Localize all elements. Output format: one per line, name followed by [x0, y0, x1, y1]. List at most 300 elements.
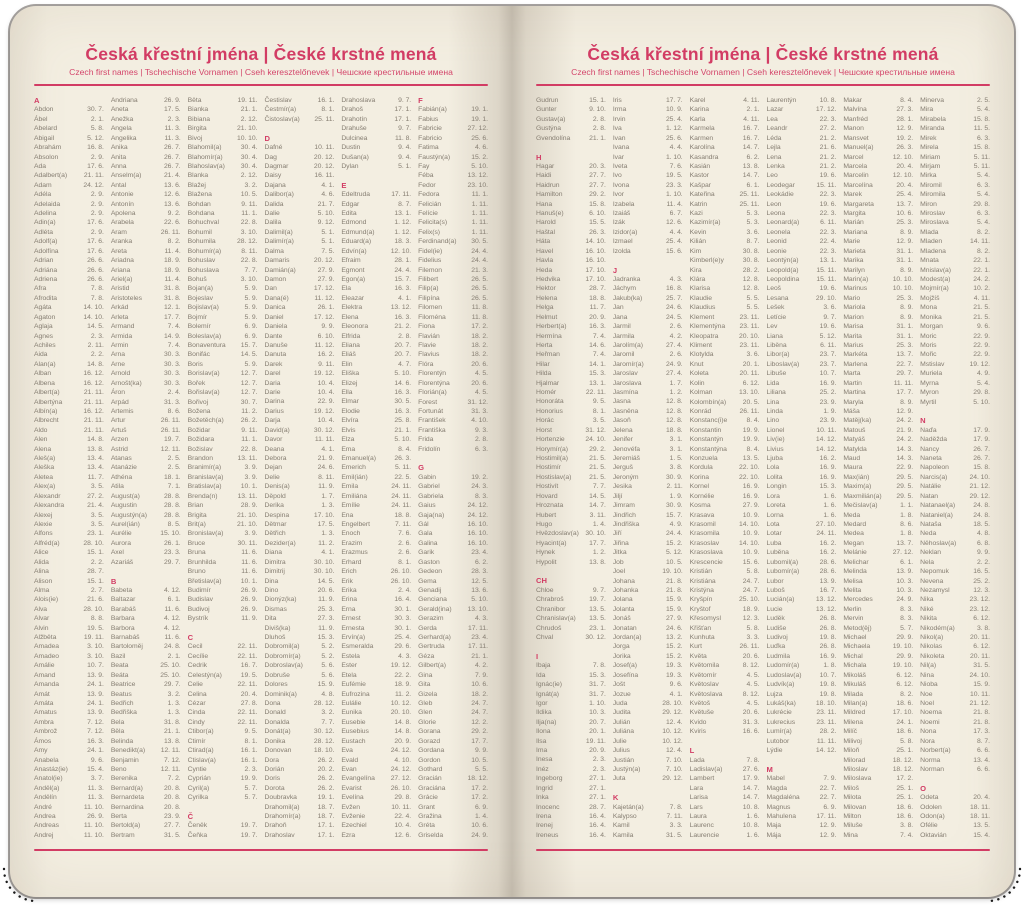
- given-name: Marek: [843, 191, 862, 199]
- name-day-date: 8. 6.: [167, 407, 181, 415]
- given-name: Noel: [920, 699, 934, 707]
- name-day-date: 8. 9.: [900, 398, 914, 406]
- name-entry: [341, 529, 411, 538]
- given-name: Kim: [689, 247, 702, 255]
- name-day-date: 13. 8.: [742, 162, 760, 170]
- given-name: Letície: [766, 313, 787, 321]
- name-day-date: 25. 2.: [973, 577, 990, 585]
- given-name: Amanda: [34, 681, 60, 689]
- given-name: Ernesta: [341, 624, 365, 632]
- given-name: Nioba: [920, 681, 938, 689]
- name-entry: [111, 520, 181, 529]
- name-day-date: 1. 4.: [474, 813, 488, 821]
- given-name: Babeta: [110, 586, 133, 594]
- given-name: Milada: [843, 690, 864, 698]
- name-day-date: 10. 5.: [471, 756, 488, 764]
- name-day-date: 13. 6.: [163, 181, 181, 189]
- name-day-date: 7. 8.: [669, 803, 683, 811]
- given-name: Daniel: [264, 313, 284, 321]
- given-name: Herta: [536, 341, 553, 349]
- name-entry: [920, 200, 990, 209]
- name-day-date: 26. 10.: [390, 568, 412, 576]
- name-day-date: 11. 9.: [241, 615, 258, 623]
- name-entry: [690, 774, 760, 783]
- name-entry: [766, 313, 836, 322]
- name-entry: [34, 605, 104, 614]
- name-day-date: 2. 12.: [240, 172, 258, 180]
- name-day-date: 10. 4.: [317, 417, 335, 425]
- given-name: Mira: [920, 106, 934, 114]
- name-day-date: 15. 8.: [973, 464, 990, 472]
- name-entry: [418, 209, 488, 218]
- name-day-date: 7. 8.: [90, 285, 104, 293]
- name-day-date: 18. 6.: [896, 803, 914, 811]
- name-day-date: 7. 4.: [167, 323, 181, 331]
- name-entry: [613, 369, 683, 378]
- given-name: Delie: [264, 473, 280, 481]
- name-day-date: 12. 3.: [973, 586, 990, 594]
- given-name: Ivar: [612, 153, 624, 161]
- given-name: Katrin: [689, 200, 708, 208]
- given-name: Nona: [920, 728, 937, 736]
- given-name: Leoš: [766, 285, 782, 293]
- given-name: Adéla: [34, 191, 52, 199]
- name-day-date: 23. 3.: [163, 549, 181, 557]
- given-name: Klaudius: [689, 304, 716, 312]
- name-entry: [920, 548, 990, 557]
- name-day-date: 20. 12.: [313, 153, 335, 161]
- given-name: Čeňka: [187, 831, 208, 839]
- name-entry: [341, 218, 411, 227]
- given-name: Kasián: [689, 162, 711, 170]
- name-day-date: 11. 2.: [318, 539, 335, 547]
- name-entry: [264, 765, 334, 774]
- name-entry: [34, 595, 104, 604]
- given-name: Anastáz(ie): [34, 765, 68, 773]
- name-entry: [111, 690, 181, 699]
- name-day-date: 7. 8.: [90, 294, 104, 302]
- name-entry: [188, 539, 258, 548]
- name-day-date: 2. 11.: [87, 341, 104, 349]
- given-name: Albrecht: [34, 417, 59, 425]
- name-entry: [264, 218, 334, 227]
- name-day-date: 30. 9.: [665, 502, 683, 510]
- given-name: Bohumil: [187, 228, 212, 236]
- name-entry: [34, 680, 104, 689]
- given-name: Daria: [264, 379, 281, 387]
- given-name: Ima: [536, 747, 548, 755]
- name-entry: [418, 558, 488, 567]
- given-name: Eva: [341, 747, 353, 755]
- name-entry: [188, 463, 258, 472]
- name-day-date: 26. 9.: [240, 586, 258, 594]
- name-day-date: 3. 6.: [823, 304, 837, 312]
- column-spacer: [613, 784, 683, 793]
- name-entry: [766, 407, 836, 416]
- given-name: Igor: [536, 699, 548, 707]
- given-name: Nika: [920, 596, 934, 604]
- name-entry: [264, 143, 334, 152]
- name-day-date: 22. 11.: [237, 643, 258, 651]
- name-day-date: 19. 7.: [163, 436, 181, 444]
- given-name: Engelbert: [341, 520, 370, 528]
- name-entry: [264, 284, 334, 293]
- name-entry: [920, 115, 990, 124]
- name-day-date: 26. 7.: [163, 162, 181, 170]
- name-day-date: 10. 10.: [237, 134, 258, 142]
- name-day-date: 18. 9.: [163, 266, 181, 274]
- name-entry: [418, 529, 488, 538]
- name-day-date: 1. 2.: [592, 549, 606, 557]
- name-day-date: 27. 3.: [896, 106, 914, 114]
- name-day-date: 10. 9.: [742, 511, 760, 519]
- name-entry: [264, 548, 334, 557]
- given-name: Kolombín(a): [689, 398, 727, 406]
- name-day-date: 25. 1.: [896, 794, 914, 802]
- name-day-date: 26. 11.: [160, 426, 181, 434]
- name-day-date: 1. 6.: [823, 502, 837, 510]
- given-name: Dalimil(a): [264, 228, 293, 236]
- name-entry: [264, 237, 334, 246]
- given-name: Bibiana: [187, 115, 210, 123]
- name-day-date: 1. 11.: [471, 200, 488, 208]
- name-entry: [920, 680, 990, 689]
- name-entry: [690, 388, 760, 397]
- name-entry: [264, 661, 334, 670]
- name-entry: [264, 746, 334, 755]
- name-day-date: 28. 2.: [742, 266, 760, 274]
- name-day-date: 10. 4.: [317, 389, 335, 397]
- given-name: Helena: [536, 294, 558, 302]
- name-entry: [341, 190, 411, 199]
- name-entry: [188, 482, 258, 491]
- given-name: Fortunát: [418, 407, 444, 415]
- name-day-date: 5. 3.: [746, 210, 760, 218]
- given-name: Gréta: [418, 822, 435, 830]
- name-day-date: 2. 9.: [90, 153, 104, 161]
- given-name: Gedeon: [418, 568, 443, 576]
- name-day-date: 17. 6.: [87, 238, 104, 246]
- name-day-date: 17. 11.: [468, 643, 488, 651]
- name-day-date: 26. 8.: [819, 624, 837, 632]
- given-name: Gál: [418, 520, 429, 528]
- given-name: Kristiána: [689, 577, 716, 585]
- page-header: [536, 44, 990, 86]
- name-entry: [690, 812, 760, 821]
- given-name: Brandon: [187, 455, 214, 463]
- given-name: Bohuslav: [187, 257, 216, 265]
- given-name: Ella: [341, 389, 353, 397]
- name-day-date: 5. 6.: [321, 662, 335, 670]
- name-entry: [418, 680, 488, 689]
- name-entry: [843, 228, 913, 237]
- name-entry: [843, 454, 913, 463]
- name-day-date: 22. 3.: [819, 191, 837, 199]
- given-name: Afrodita: [34, 294, 58, 302]
- name-day-date: 16. 3.: [87, 737, 104, 745]
- name-day-date: 30. 7.: [240, 398, 258, 406]
- name-day-date: 13. 9.: [896, 568, 914, 576]
- name-entry: [418, 633, 488, 642]
- name-entry: [264, 756, 334, 765]
- name-entry: [418, 511, 488, 520]
- name-entry: [690, 548, 760, 557]
- name-entry: [536, 803, 606, 812]
- section-letter: J: [612, 265, 618, 275]
- given-name: Irma: [612, 106, 627, 114]
- name-day-date: 10. 4.: [394, 822, 412, 830]
- name-entry: [766, 153, 836, 162]
- given-name: Esmeralda: [341, 643, 374, 651]
- name-day-date: 21. 5.: [589, 464, 606, 472]
- given-name: Johanka: [612, 586, 639, 594]
- name-day-date: 13. 12.: [815, 605, 837, 613]
- name-day-date: 12. 2.: [471, 718, 488, 726]
- name-day-date: 19. 2.: [896, 134, 914, 142]
- given-name: Křišťan: [689, 624, 712, 632]
- given-name: Marcelin: [843, 172, 869, 180]
- given-name: Iveta: [612, 162, 628, 170]
- name-entry: [188, 511, 258, 520]
- given-name: Dafné: [264, 144, 283, 152]
- name-day-date: 28. 8.: [163, 511, 181, 519]
- name-day-date: 12. 8.: [742, 285, 760, 293]
- given-name: Hypolit: [536, 558, 557, 566]
- name-day-date: 10. 5.: [665, 558, 683, 566]
- name-entry: [613, 218, 683, 227]
- given-name: Inocenc: [536, 803, 560, 811]
- name-day-date: 18. 12.: [892, 765, 914, 773]
- name-entry: [920, 605, 990, 614]
- name-day-date: 17. 9.: [973, 436, 990, 444]
- name-day-date: 17. 5.: [317, 520, 335, 528]
- given-name: Amy: [34, 747, 48, 755]
- name-day-date: 25. 4.: [896, 191, 914, 199]
- given-name: Filemon: [418, 266, 442, 274]
- name-entry: [418, 332, 488, 341]
- name-entry: [766, 746, 836, 755]
- name-day-date: 18. 3.: [394, 238, 412, 246]
- name-day-date: 24. 10.: [585, 436, 606, 444]
- name-entry: [766, 218, 836, 227]
- name-day-date: 25. 3.: [317, 605, 335, 613]
- name-entry: [613, 821, 683, 830]
- name-entry: [264, 162, 334, 171]
- name-entry: [690, 134, 760, 143]
- name-day-date: 26. 6.: [87, 276, 104, 284]
- given-name: Estela: [341, 652, 360, 660]
- given-name: Larisa: [689, 794, 708, 802]
- name-day-date: 8. 2.: [976, 228, 990, 236]
- name-entry: [111, 105, 181, 114]
- name-day-date: 14. 5.: [589, 492, 606, 500]
- name-entry: [920, 727, 990, 736]
- name-entry: [843, 134, 913, 143]
- name-day-date: 24. 2.: [896, 417, 914, 425]
- given-name: Bertram: [110, 831, 135, 839]
- name-entry: [34, 624, 104, 633]
- name-entry: [766, 520, 836, 529]
- name-day-date: 3. 10.: [87, 652, 104, 660]
- given-name: Helmut: [536, 313, 558, 321]
- given-name: Martina: [843, 389, 866, 397]
- name-day-date: 6. 10.: [589, 210, 606, 218]
- name-entry: [264, 153, 334, 162]
- name-day-date: 16. 6.: [742, 728, 760, 736]
- name-day-date: 15. 3.: [317, 634, 335, 642]
- given-name: Bořivoj: [187, 398, 209, 406]
- name-day-date: 2. 5.: [167, 455, 181, 463]
- name-day-date: 18. 12.: [892, 756, 914, 764]
- given-name: André: [34, 803, 52, 811]
- given-name: Marinus: [843, 285, 868, 293]
- name-entry: [418, 143, 488, 152]
- name-entry: [613, 680, 683, 689]
- name-day-date: 12. 7.: [240, 370, 258, 378]
- name-day-date: 6. 12.: [973, 643, 990, 651]
- name-entry: [34, 756, 104, 765]
- given-name: Areta: [110, 247, 127, 255]
- name-entry: [843, 624, 913, 633]
- name-day-date: 16. 3.: [394, 407, 412, 415]
- name-entry: [264, 482, 334, 491]
- name-entry: [111, 652, 181, 661]
- given-name: Marilyn: [843, 266, 865, 274]
- given-name: Arabela: [110, 219, 134, 227]
- name-day-date: 28. 3.: [471, 568, 488, 576]
- name-entry: [613, 661, 683, 670]
- given-name: Alvin: [34, 624, 49, 632]
- name-day-date: 29. 9.: [896, 634, 914, 642]
- name-entry: [843, 708, 913, 717]
- name-entry: [341, 831, 411, 840]
- name-entry: [613, 313, 683, 322]
- name-day-date: 10. 7.: [819, 370, 837, 378]
- name-day-date: 12. 5.: [471, 577, 488, 585]
- name-day-date: 22. 5.: [394, 473, 412, 481]
- name-entry: [766, 247, 836, 256]
- name-entry: [188, 586, 258, 595]
- given-name: Makar: [843, 97, 862, 104]
- name-entry: [111, 153, 181, 162]
- given-name: Háta: [536, 238, 551, 246]
- given-name: Celina: [187, 690, 207, 698]
- name-day-date: 23. 9.: [819, 417, 837, 425]
- name-entry: [690, 237, 760, 246]
- given-name: Anabela: [34, 756, 59, 764]
- given-name: Merlin: [843, 605, 862, 613]
- name-day-date: 5. 9.: [244, 360, 258, 368]
- name-entry: [264, 708, 334, 717]
- given-name: Dismas: [264, 605, 287, 613]
- name-day-date: 28. 1.: [394, 257, 412, 265]
- name-entry: [843, 388, 913, 397]
- name-day-date: 30. 3.: [163, 379, 181, 387]
- name-entry: [690, 218, 760, 227]
- name-day-date: 3. 9.: [244, 473, 258, 481]
- given-name: Leona: [766, 210, 786, 218]
- section-letter: H: [536, 152, 542, 162]
- name-day-date: 24. 12.: [390, 747, 412, 755]
- given-name: Mája: [766, 831, 782, 839]
- name-day-date: 10. 11.: [816, 426, 837, 434]
- name-day-date: 18. 9.: [394, 681, 412, 689]
- name-entry: [843, 473, 913, 482]
- name-day-date: 13. 8.: [589, 558, 606, 566]
- given-name: Alexie: [34, 520, 53, 528]
- name-entry: [34, 746, 104, 755]
- name-day-date: 9. 11.: [241, 426, 258, 434]
- name-entry: [341, 341, 411, 350]
- given-name: Drahoš: [341, 106, 363, 114]
- name-entry: [690, 115, 760, 124]
- name-day-date: 2. 6.: [398, 549, 412, 557]
- name-entry: [341, 727, 411, 736]
- name-entry: [34, 284, 104, 293]
- given-name: Luběna: [766, 549, 789, 557]
- given-name: Bernardina: [110, 803, 144, 811]
- given-name: Gerhard(a): [418, 634, 451, 642]
- given-name: Donovan: [264, 747, 292, 755]
- given-name: Adalbert(a): [34, 172, 68, 180]
- given-name: Jošt: [612, 681, 626, 689]
- name-day-date: 20. 10.: [739, 332, 760, 340]
- name-entry: [766, 369, 836, 378]
- name-day-date: 12. 9.: [896, 125, 914, 133]
- name-day-date: 4. 11.: [743, 115, 760, 123]
- name-entry: [111, 275, 181, 284]
- name-day-date: 5. 8.: [746, 568, 760, 576]
- name-day-date: 22. 8.: [240, 445, 258, 453]
- name-entry: [341, 209, 411, 218]
- given-name: Blanka: [187, 172, 209, 180]
- name-entry: [34, 313, 104, 322]
- given-name: Longin: [766, 483, 787, 491]
- name-day-date: 3. 5.: [90, 511, 104, 519]
- given-name: Aristoteles: [110, 294, 143, 302]
- given-name: Leonard(a): [766, 219, 800, 227]
- name-day-date: 21. 1.: [394, 426, 412, 434]
- name-entry: [843, 200, 913, 209]
- given-name: Ibaja: [536, 662, 551, 670]
- given-name: Miriam: [920, 153, 941, 161]
- given-name: Erika: [341, 586, 357, 594]
- name-entry: [418, 520, 488, 529]
- given-name: Narcis(a): [920, 473, 948, 481]
- given-name: Horác: [536, 417, 554, 425]
- name-day-date: 16. 3.: [589, 323, 606, 331]
- name-day-date: 21. 1.: [163, 728, 181, 736]
- given-name: Maxmilián(a): [843, 492, 882, 500]
- name-day-date: 11. 6.: [164, 634, 181, 642]
- given-name: Oktavián: [920, 831, 947, 839]
- name-entry: [264, 454, 334, 463]
- name-entry: [264, 105, 334, 114]
- name-entry: [418, 595, 488, 604]
- name-entry: [34, 294, 104, 303]
- name-day-date: 27. 8.: [240, 699, 258, 707]
- name-day-date: 22. 1.: [973, 257, 990, 265]
- given-name: Hjalmar: [536, 379, 560, 387]
- name-entry: [264, 680, 334, 689]
- name-day-date: 24. 4.: [471, 257, 488, 265]
- name-day-date: 4. 5.: [474, 370, 488, 378]
- name-entry: [111, 190, 181, 199]
- name-day-date: 21. 5.: [589, 455, 606, 463]
- name-day-date: 19. 6.: [819, 285, 837, 293]
- name-day-date: 10. 7.: [819, 671, 837, 679]
- name-entry: [690, 671, 760, 680]
